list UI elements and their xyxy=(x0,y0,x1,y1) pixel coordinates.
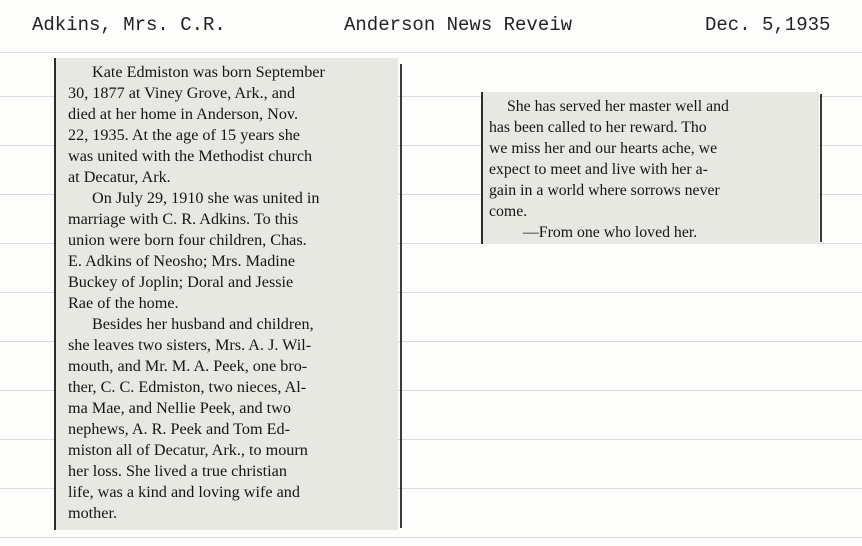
clipping-line: her loss. She lived a true christian xyxy=(68,462,287,480)
clipping-line: 30, 1877 at Viney Grove, Ark., and xyxy=(68,84,296,102)
clipping-line: 22, 1935. At the age of 15 years she xyxy=(68,126,300,144)
card-rule xyxy=(0,537,862,538)
clipping-line: has been called to her reward. Tho xyxy=(489,119,707,136)
clipping-signature: —From one who loved her. xyxy=(523,224,698,241)
clipping-line: Buckey of Joplin; Doral and Jessie xyxy=(68,273,294,291)
clipping-line: Rae of the home. xyxy=(68,294,179,312)
clipping-line: Kate Edmiston was born September xyxy=(92,63,325,81)
clipping-line: gain in a world where sorrows never xyxy=(489,182,720,199)
clipping-line: On July 29, 1910 she was united in xyxy=(92,189,320,207)
clipping-line: Besides her husband and children, xyxy=(92,315,314,333)
clipping-line: mother. xyxy=(68,504,118,522)
publication-name: Anderson News Reveiw xyxy=(344,14,573,36)
obituary-clipping xyxy=(54,58,398,530)
clipping-line: miston all of Decatur, Ark., to mourn xyxy=(68,441,308,459)
clipping-line: she leaves two sisters, Mrs. A. J. Wil- xyxy=(68,336,312,354)
clipping-line: E. Adkins of Neosho; Mrs. Madine xyxy=(68,252,296,270)
clipping-line: life, was a kind and loving wife and xyxy=(68,483,300,501)
clipping-line: we miss her and our hearts ache, we xyxy=(489,140,718,157)
clipping-line: She has served her master well and xyxy=(507,98,729,115)
clipping-line: ther, C. C. Edmiston, two nieces, Al- xyxy=(68,378,307,396)
clipping-line: mouth, and Mr. M. A. Peek, one bro- xyxy=(68,357,308,375)
tribute-clipping xyxy=(481,92,819,244)
clipping-line: at Decatur, Ark. xyxy=(68,168,171,186)
publication-date: Dec. 5,1935 xyxy=(705,14,831,36)
card-header xyxy=(0,14,862,44)
card-rule xyxy=(0,52,862,53)
clipping-line: nephews, A. R. Peek and Tom Ed- xyxy=(68,420,291,438)
clipping-line: ma Mae, and Nellie Peek, and two xyxy=(68,399,291,417)
subject-name: Adkins, Mrs. C.R. xyxy=(32,14,226,36)
clipping-line: expect to meet and live with her a- xyxy=(489,161,708,178)
clipping-line: marriage with C. R. Adkins. To this xyxy=(68,210,299,228)
clipping-line: union were born four children, Chas. xyxy=(68,231,307,249)
clipping-line: come. xyxy=(489,203,528,220)
clipping-line: died at her home in Anderson, Nov. xyxy=(68,105,299,123)
clipping-line: was united with the Methodist church xyxy=(68,147,313,165)
